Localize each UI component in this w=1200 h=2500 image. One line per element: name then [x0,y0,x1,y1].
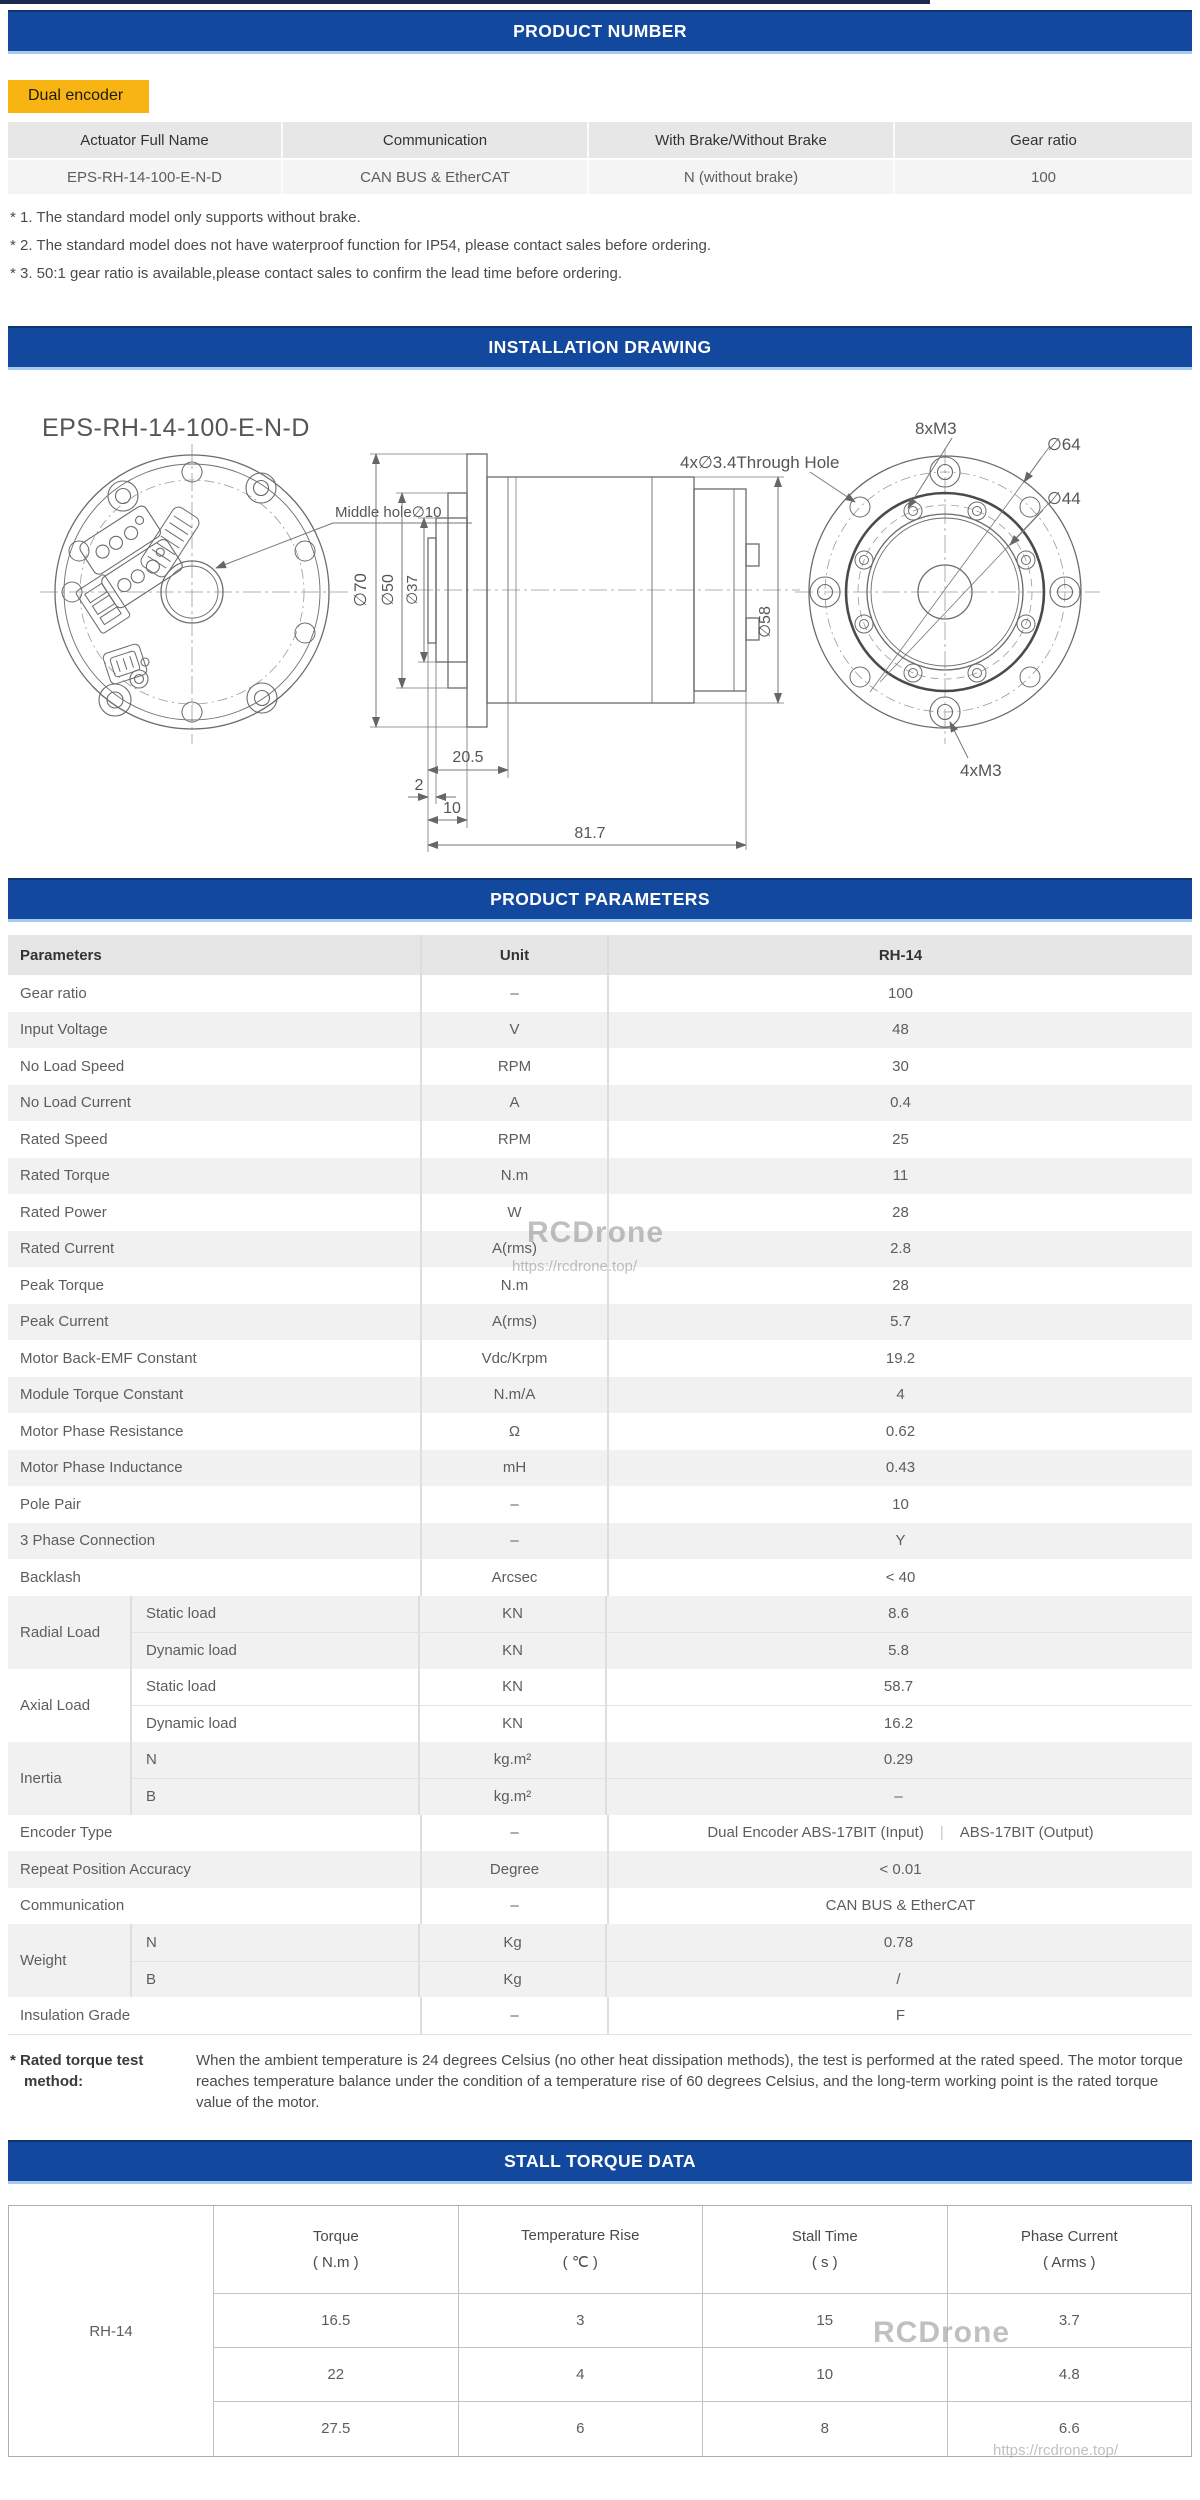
header-rh14: RH-14 [607,935,1192,975]
encoder-divider: | [939,1824,944,1842]
axial-load-group [8,1669,1192,1742]
radial-load-group [8,1596,1192,1669]
encoder-type-row: Encoder Type – Dual Encoder ABS-17BIT (Input) | ABS-17BIT (Output) [8,1815,1192,1852]
product-table-header-row [8,122,1192,158]
table-row: No Load Speed RPM 30 [8,1048,1192,1085]
product-parameters-table [8,935,1192,2035]
table-row: Rated Power W 28 [8,1194,1192,1231]
header-unit: Unit [420,935,607,975]
table-row: Static load KN 58.7 [132,1669,1192,1706]
col-torque: Torque ( N.m ) [214,2206,459,2293]
group-label: Axial Load [8,1669,132,1742]
stall-model-cell: RH-14 [9,2206,214,2456]
table-row: 16.5 3 15 3.7 [214,2294,1191,2348]
section-title: PRODUCT NUMBER [513,21,687,41]
table-row: Backlash Arcsec < 40 [8,1559,1192,1596]
col-phase-current: Phase Current ( Arms ) [1020,2227,1118,2271]
section-header-stall-torque [8,2140,1192,2184]
table-row: Gear ratio – 100 [8,975,1192,1012]
col-header-brake: With Brake/Without Brake [589,122,895,158]
cell-brake: N (without brake) [589,160,895,194]
product-number-table [8,122,1192,194]
table-row: Motor Phase Inductance mH 0.43 [8,1450,1192,1487]
dia44-label: ∅44 [1047,489,1081,508]
table-row: Rated Current A(rms) 2.8 [8,1231,1192,1268]
note-3: * 3. 50:1 gear ratio is available,please contact sales to confirm the lead time before ordering. [10,265,623,282]
table-row: Dynamic load KN 5.8 [132,1632,1192,1669]
table-row: Static load KN 8.6 [132,1596,1192,1633]
note-1: * 1. The standard model only supports without brake. [10,209,361,226]
dim-2: 2 [414,777,424,794]
table-row: Motor Back-EMF Constant Vdc/Krpm 19.2 [8,1340,1192,1377]
middle-hole-label: Middle hole∅10 [335,504,442,521]
stall-torque-table [8,2205,1192,2457]
top-edge-stripe [0,0,930,4]
col-temp-rise: Temperature Rise ( ℃ ) [459,2206,704,2293]
cell-gear-ratio: 100 [1030,168,1057,186]
table-row: No Load Current A 0.4 [8,1085,1192,1122]
rated-torque-note-text: When the ambient temperature is 24 degrees Celsius (no other heat dissipation methods), the test is performed at the rated speed. The motor torque reaches temperature balance under the condition of a temperature rise of 60 degrees Celsius, and the long-term working point is the rated torque value of the motor. [196,2052,1183,2111]
stall-header-row [214,2206,1191,2294]
section-title: PRODUCT PARAMETERS [490,889,710,909]
dia58-label: ∅58 [757,606,774,638]
rear-view [795,438,1100,758]
table-row: Rated Speed RPM 25 [8,1121,1192,1158]
dim-81-7: 81.7 [574,825,606,842]
table-row: Module Torque Constant N.m/A 4 [8,1377,1192,1414]
section-header-product-number [8,10,1192,54]
table-row: Insulation Grade – F [8,1997,1192,2034]
table-row: Peak Torque N.m 28 [8,1267,1192,1304]
table-row: B kg.m² – [132,1778,1192,1815]
table-row: Motor Phase Resistance Ω 0.62 [8,1413,1192,1450]
col-header-communication: Communication [283,122,589,158]
table-row: Input Voltage V 48 [8,1012,1192,1049]
table-row: N kg.m² 0.29 [132,1742,1192,1779]
dim-20-5: 20.5 [452,749,484,766]
table-row: Repeat Position Accuracy Degree < 0.01 [8,1851,1192,1888]
encoder-input: Dual Encoder ABS-17BIT (Input) [707,1824,924,1842]
table-row: Rated Torque N.m 11 [8,1158,1192,1195]
m3x8-label: 8xM3 [915,419,957,438]
header-parameters: Parameters [20,946,102,964]
col-header-gear-ratio: Gear ratio [1010,131,1077,149]
note-2: * 2. The standard model does not have waterproof function for IP54, please contact sales before ordering. [10,237,711,254]
group-label: Radial Load [8,1596,132,1669]
dia70-label: ∅70 [351,573,370,607]
badge-label: Dual encoder [28,87,124,104]
group-label: Inertia [8,1742,132,1815]
section-title: INSTALLATION DRAWING [488,337,712,357]
weight-group [8,1924,1192,1997]
section-header-product-parameters [8,878,1192,922]
drawing-model-label: EPS-RH-14-100-E-N-D [42,414,310,442]
section-title: STALL TORQUE DATA [504,2151,696,2171]
watermark-brand: RCDrone [527,1216,665,1249]
table-row: Pole Pair – 10 [8,1486,1192,1523]
dual-encoder-badge [8,80,149,113]
watermark-url: https://rcdrone.top/ [512,1258,638,1275]
dim-10: 10 [443,800,461,817]
table-row: 27.5 6 8 6.6 [214,2402,1191,2456]
table-row: Peak Current A(rms) 5.7 [8,1304,1192,1341]
group-label: Weight [8,1924,132,1997]
inertia-group [8,1742,1192,1815]
table-row: Communication – CAN BUS & EtherCAT [8,1888,1192,1925]
product-table-data-row [8,160,1192,194]
rated-torque-note-label: * Rated torque test method: [10,2052,144,2090]
cell-actuator-name: EPS-RH-14-100-E-N-D [8,160,283,194]
dia64-label: ∅64 [1047,435,1081,454]
table-row: B Kg / [132,1961,1192,1998]
parameters-header-row [8,935,1192,975]
encoder-output: ABS-17BIT (Output) [959,1824,1094,1842]
table-row: 3 Phase Connection – Y [8,1523,1192,1560]
installation-drawing [0,392,1200,872]
section-header-installation-drawing [8,326,1192,370]
col-header-actuator-name: Actuator Full Name [8,122,283,158]
dia50-label: ∅50 [380,574,397,606]
col-stall-time: Stall Time ( s ) [703,2206,948,2293]
table-row: Dynamic load KN 16.2 [132,1705,1192,1742]
table-row: 22 4 10 4.8 [214,2348,1191,2402]
through-hole-label: 4x∅3.4Through Hole [680,453,840,472]
watermark-brand: RCDrone [873,2316,1011,2349]
dia37-label: ∅37 [404,575,421,605]
cell-communication: CAN BUS & EtherCAT [283,160,589,194]
footnotes [10,204,711,288]
watermark-url: https://rcdrone.top/ [993,2442,1119,2459]
table-row: N Kg 0.78 [132,1924,1192,1961]
m3x4-label: 4xM3 [960,761,1002,780]
